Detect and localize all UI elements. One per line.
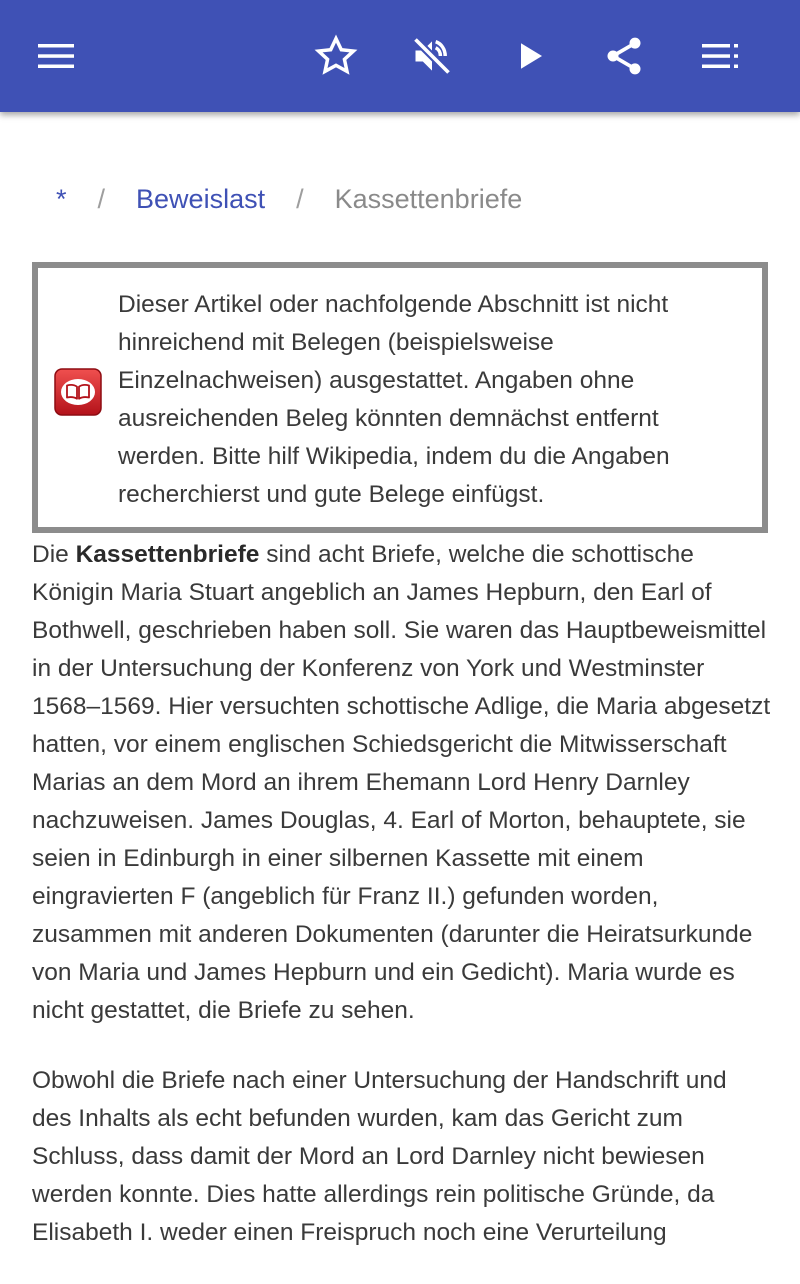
hamburger-menu-icon[interactable] (24, 24, 88, 88)
book-warning-icon (54, 368, 102, 416)
breadcrumb-parent-link[interactable]: Beweislast (136, 183, 266, 214)
article-body (32, 536, 772, 1284)
missing-sources-notice (32, 262, 768, 533)
breadcrumb (56, 178, 522, 220)
share-icon[interactable] (592, 24, 656, 88)
app-toolbar (0, 0, 800, 112)
breadcrumb-separator: / (97, 183, 106, 214)
volume-off-icon[interactable] (400, 24, 464, 88)
table-of-contents-icon[interactable] (688, 24, 752, 88)
breadcrumb-separator: / (296, 183, 304, 214)
article-paragraph: Obwohl die Briefe nach einer Untersuchung der Handschrift und des Inhalts als echt befunden wurden, kam das Gericht zum Schluss, dass damit der Mord an Lord Darnley nicht bewiesen werden konnte. Dies hatte allerdings rein politische Gründe, da Elisabeth I. weder einen Freispruch noch eine Verurteilung (32, 1067, 727, 1246)
play-icon[interactable] (498, 24, 562, 88)
breadcrumb-current: Kassettenbriefe (334, 183, 523, 214)
paragraph-text: Die (32, 541, 76, 568)
article-title-bold: Kassettenbriefe (75, 541, 260, 568)
paragraph-text: sind acht Briefe, welche die schottische Königin Maria Stuart angeblich an James Hepburn, den Earl of Bothwell, geschrieben haben soll. Sie waren das Hauptbeweismittel in der Untersuchung der Konferenz von York und Westminster 1568–1569. Hier versuchten schottische Adlige, die Maria abgesetzt hatten, vor einem englischen Schiedsgericht die Mitwisserschaft Marias an dem Mord an ihrem Ehemann Lord Henry Darnley nachzuweisen. James Douglas, 4. Earl of Morton, behauptete, sie seien in Edinburgh in einer silbernen Kassette mit einem eingravierten F (angeblich für Franz II.) gefunden worden, zusammen mit anderen Dokumenten (darunter die Heiratsurkunde von Maria und James Hepburn und ein Gedicht). Maria wurde es nicht gestattet, die Briefe zu sehen. (32, 541, 771, 1024)
breadcrumb-root-link[interactable]: * (56, 183, 67, 214)
notice-text: Dieser Artikel oder nachfolgende Abschnitt ist nicht hinreichend mit Belegen (beispielsweise Einzelnachweisen) ausgestattet. Angaben ohne ausreichenden Beleg könnten demnächst entfernt werden. Bitte hilf Wikipedia, indem du die Angaben recherchierst und gute Belege einfügst. (118, 291, 670, 508)
article-paragraph (32, 536, 772, 1030)
star-outline-icon[interactable] (304, 24, 368, 88)
